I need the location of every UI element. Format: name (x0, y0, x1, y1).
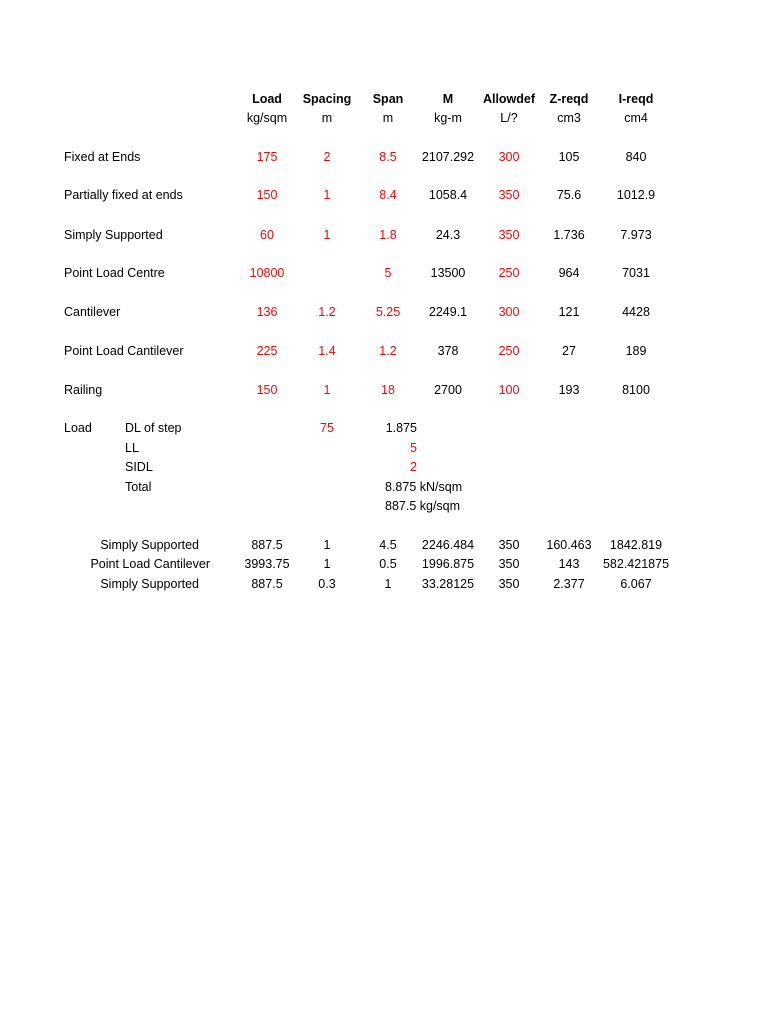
row-i: 4428 (622, 305, 650, 319)
row-span: 18 (381, 383, 395, 397)
row-allowdef: 350 (498, 577, 520, 591)
row-allowdef: 300 (498, 305, 520, 319)
row-allowdef: 350 (498, 557, 520, 571)
header-span: Span (372, 92, 404, 106)
row-z: 121 (558, 305, 580, 319)
row-span: 1.2 (379, 344, 397, 358)
row-load: 150 (256, 188, 278, 202)
row-m: 1058.4 (428, 188, 468, 202)
row-i: 1012.9 (616, 188, 656, 202)
header-allowdef: Allowdef (482, 92, 536, 106)
dl-value: 1.875 (385, 421, 417, 435)
dl-label: DL of step (125, 421, 182, 435)
row-m: 2246.484 (421, 538, 475, 552)
header-load: Load (252, 92, 282, 106)
row-i: 7.973 (620, 228, 652, 242)
row-spacing: 0.3 (318, 577, 336, 591)
row-load: 150 (256, 383, 278, 397)
row-allowdef: 250 (498, 266, 520, 280)
header-m-unit: kg-m (434, 111, 462, 125)
row-load: 887.5 (251, 577, 283, 591)
row-m: 2700 (434, 383, 462, 397)
row-label: Simply Supported (100, 577, 199, 591)
row-label: Fixed at Ends (64, 150, 141, 164)
row-load: 136 (256, 305, 278, 319)
ll-label: LL (125, 441, 139, 455)
row-label: Point Load Centre (64, 266, 165, 280)
row-z: 2.377 (553, 577, 585, 591)
row-span: 5.25 (375, 305, 401, 319)
dl-spacing: 75 (320, 421, 334, 435)
row-z: 193 (558, 383, 580, 397)
row-z: 105 (558, 150, 580, 164)
row-load: 175 (256, 150, 278, 164)
row-i: 8100 (622, 383, 650, 397)
row-label: Railing (64, 383, 103, 397)
row-label: Point Load Cantilever (90, 557, 210, 571)
row-spacing: 1 (323, 383, 331, 397)
row-load: 225 (256, 344, 278, 358)
total-kg: 887.5 kg/sqm (385, 499, 461, 513)
row-spacing: 1 (323, 538, 331, 552)
row-span: 4.5 (379, 538, 397, 552)
sidl-label: SIDL (125, 460, 153, 474)
row-i: 840 (625, 150, 647, 164)
row-load: 887.5 (251, 538, 283, 552)
row-m: 33.28125 (421, 577, 475, 591)
row-z: 27 (562, 344, 576, 358)
row-m: 1996.875 (421, 557, 475, 571)
row-load: 3993.75 (244, 557, 290, 571)
row-spacing: 1.2 (318, 305, 336, 319)
row-m: 2249.1 (428, 305, 468, 319)
row-i: 582.421875 (602, 557, 670, 571)
row-allowdef: 350 (498, 188, 520, 202)
ll-value: 5 (410, 441, 417, 455)
header-zreqd: Z-reqd (549, 92, 589, 106)
row-span: 1 (384, 577, 392, 591)
row-spacing: 2 (323, 150, 331, 164)
load-title: Load (64, 421, 92, 435)
header-span-unit: m (382, 111, 394, 125)
row-i: 1842.819 (609, 538, 663, 552)
row-label: Point Load Cantilever (64, 344, 184, 358)
row-span: 1.8 (379, 228, 397, 242)
total-kn: 8.875 kN/sqm (385, 480, 463, 494)
row-z: 964 (558, 266, 580, 280)
row-load: 60 (260, 228, 274, 242)
row-z: 1.736 (553, 228, 585, 242)
row-z: 143 (558, 557, 580, 571)
row-m: 2107.292 (421, 150, 475, 164)
row-i: 7031 (622, 266, 650, 280)
row-allowdef: 250 (498, 344, 520, 358)
header-ireqd-unit: cm4 (624, 111, 648, 125)
row-allowdef: 300 (498, 150, 520, 164)
row-spacing: 1 (323, 557, 331, 571)
row-spacing: 1.4 (318, 344, 336, 358)
row-load: 10800 (249, 266, 285, 280)
row-z: 75.6 (556, 188, 582, 202)
row-m: 24.3 (435, 228, 461, 242)
header-allowdef-unit: L/? (500, 111, 518, 125)
header-spacing-unit: m (321, 111, 333, 125)
row-label: Simply Supported (100, 538, 199, 552)
row-allowdef: 350 (498, 538, 520, 552)
row-span: 8.5 (379, 150, 397, 164)
row-span: 0.5 (379, 557, 397, 571)
row-allowdef: 350 (498, 228, 520, 242)
header-zreqd-unit: cm3 (557, 111, 581, 125)
row-label: Partially fixed at ends (64, 188, 183, 202)
row-i: 6.067 (620, 577, 652, 591)
header-ireqd: I-reqd (618, 92, 654, 106)
header-load-unit: kg/sqm (246, 111, 288, 125)
sidl-value: 2 (410, 460, 417, 474)
row-spacing: 1 (323, 188, 331, 202)
row-m: 378 (437, 344, 459, 358)
row-label: Simply Supported (64, 228, 163, 242)
row-spacing: 1 (323, 228, 331, 242)
header-spacing: Spacing (302, 92, 352, 106)
row-span: 8.4 (379, 188, 397, 202)
row-label: Cantilever (64, 305, 121, 319)
header-m: M (442, 92, 454, 106)
row-z: 160.463 (546, 538, 592, 552)
row-m: 13500 (430, 266, 466, 280)
row-i: 189 (625, 344, 647, 358)
total-label: Total (125, 480, 152, 494)
row-span: 5 (384, 266, 392, 280)
row-allowdef: 100 (498, 383, 520, 397)
